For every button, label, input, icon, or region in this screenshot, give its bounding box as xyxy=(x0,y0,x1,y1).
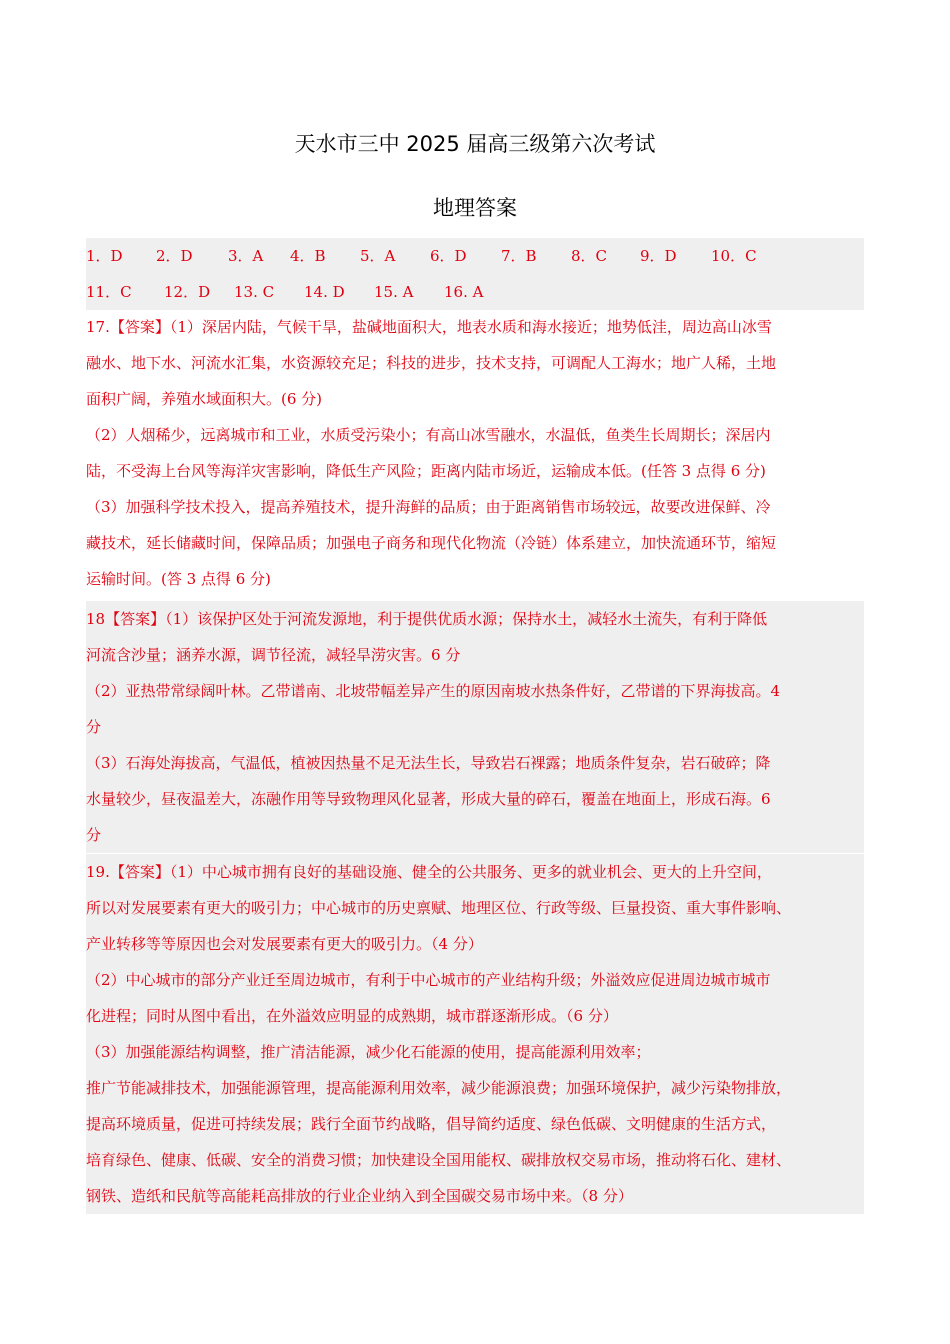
answer-line: （2）亚热带常绿阔叶林。乙带谱南、北坡带幅差异产生的原因南坡水热条件好，乙带谱的下界海拔高。4 xyxy=(86,682,781,700)
choice-answer: 8．C xyxy=(571,247,608,265)
answer-line: 藏技术，延长储藏时间，保障品质；加强电子商务和现代化物流（冷链）体系建立，加快流通环节，缩短 xyxy=(86,534,777,552)
choice-answer: 10．C xyxy=(711,247,757,265)
choice-answer: 6．D xyxy=(430,247,467,265)
choice-answer: 12．D xyxy=(164,283,211,301)
choice-answer: 14. D xyxy=(304,283,345,301)
answer-line: 19.【答案】（1）中心城市拥有良好的基础设施、健全的公共服务、更多的就业机会、更大的上升空间， xyxy=(86,863,772,881)
choice-answer: 11．C xyxy=(86,283,132,301)
answer-line: （2）中心城市的部分产业迁至周边城市，有利于中心城市的产业结构升级；外溢效应促进周边城市城市 xyxy=(86,971,771,989)
question-18-answer xyxy=(86,601,864,853)
answer-line: 钢铁、造纸和民航等高能耗高排放的行业企业纳入到全国碳交易市场中来。（8 分） xyxy=(86,1187,633,1205)
choice-answer: 5．A xyxy=(360,247,396,265)
answer-line: （2）人烟稀少，远离城市和工业，水质受污染小；有高山冰雪融水，水温低，鱼类生长周期长；深居内 xyxy=(86,426,771,444)
answer-line: 河流含沙量；涵养水源，调节径流，减轻旱涝灾害。6 分 xyxy=(86,646,461,664)
answer-line: 17.【答案】（1）深居内陆，气候干旱，盐碱地面积大，地表水质和海水接近；地势低洼，周边高山冰雪 xyxy=(86,318,772,336)
answer-line: （3）加强科学技术投入，提高养殖技术，提升海鲜的品质；由于距离销售市场较远，故要改进保鲜、冷 xyxy=(86,498,771,516)
answer-line: 培育绿色、健康、低碳、安全的消费习惯；加快建设全国用能权、碳排放权交易市场，推动将石化、建材、 xyxy=(86,1151,792,1169)
choice-row-2 xyxy=(86,274,864,310)
choice-answer: 1．D xyxy=(86,247,123,265)
question-19-answer xyxy=(86,854,864,1214)
answer-line: 18【答案】（1）该保护区处于河流发源地，利于提供优质水源；保持水土，减轻水土流失，有利于降低 xyxy=(86,610,768,628)
answer-line: 化进程；同时从图中看出，在外溢效应明显的成熟期，城市群逐渐形成。（6 分） xyxy=(86,1007,618,1025)
answer-line: 分 xyxy=(86,826,102,844)
choice-answer: 7．B xyxy=(501,247,537,265)
answer-line: 产业转移等等原因也会对发展要素有更大的吸引力。（4 分） xyxy=(86,935,483,953)
answer-line: 提高环境质量，促进可持续发展；践行全面节约战略，倡导简约适度、绿色低碳、文明健康的生活方式， xyxy=(86,1115,777,1133)
answer-line: 水量较少，昼夜温差大，冻融作用等导致物理风化显著，形成大量的碎石，覆盖在地面上，形成石海。6 xyxy=(86,790,771,808)
choice-answer: 9．D xyxy=(640,247,677,265)
answer-line: （3）加强能源结构调整，推广清洁能源，减少化石能源的使用，提高能源利用效率； xyxy=(86,1043,651,1061)
answer-line: 所以对发展要素有更大的吸引力；中心城市的历史禀赋、地理区位、行政等级、巨量投资、重大事件影响、 xyxy=(86,899,792,917)
question-17-answer xyxy=(86,309,864,597)
answer-line: 运输时间。(答 3 点得 6 分) xyxy=(86,570,271,588)
answer-line: 分 xyxy=(86,718,102,736)
answer-line: 面积广阔，养殖水域面积大。(6 分) xyxy=(86,390,323,408)
choice-answer: 4．B xyxy=(290,247,326,265)
choice-answer: 13. C xyxy=(234,283,275,301)
choice-answer: 15. A xyxy=(374,283,414,301)
choice-answer: 2．D xyxy=(156,247,193,265)
answer-line: 陆，不受海上台风等海洋灾害影响，降低生产风险；距离内陆市场近，运输成本低。(任答 3 点得 6 分) xyxy=(86,462,766,480)
answer-line: 推广节能减排技术，加强能源管理，提高能源利用效率，减少能源浪费；加强环境保护，减少污染物排放， xyxy=(86,1079,792,1097)
exam-title: 天水市三中 2025 届高三级第六次考试 xyxy=(294,132,656,156)
answer-line: （3）石海处海拔高，气温低，植被因热量不足无法生长，导致岩石裸露；地质条件复杂，岩石破碎；降 xyxy=(86,754,771,772)
answer-line: 融水、地下水、河流水汇集，水资源较充足；科技的进步，技术支持，可调配人工海水；地广人稀，土地 xyxy=(86,354,777,372)
choice-answers xyxy=(86,238,864,310)
choice-answer: 16. A xyxy=(444,283,484,301)
answer-subtitle: 地理答案 xyxy=(433,196,517,220)
choice-row-1 xyxy=(86,238,864,274)
choice-answer: 3．A xyxy=(228,247,264,265)
